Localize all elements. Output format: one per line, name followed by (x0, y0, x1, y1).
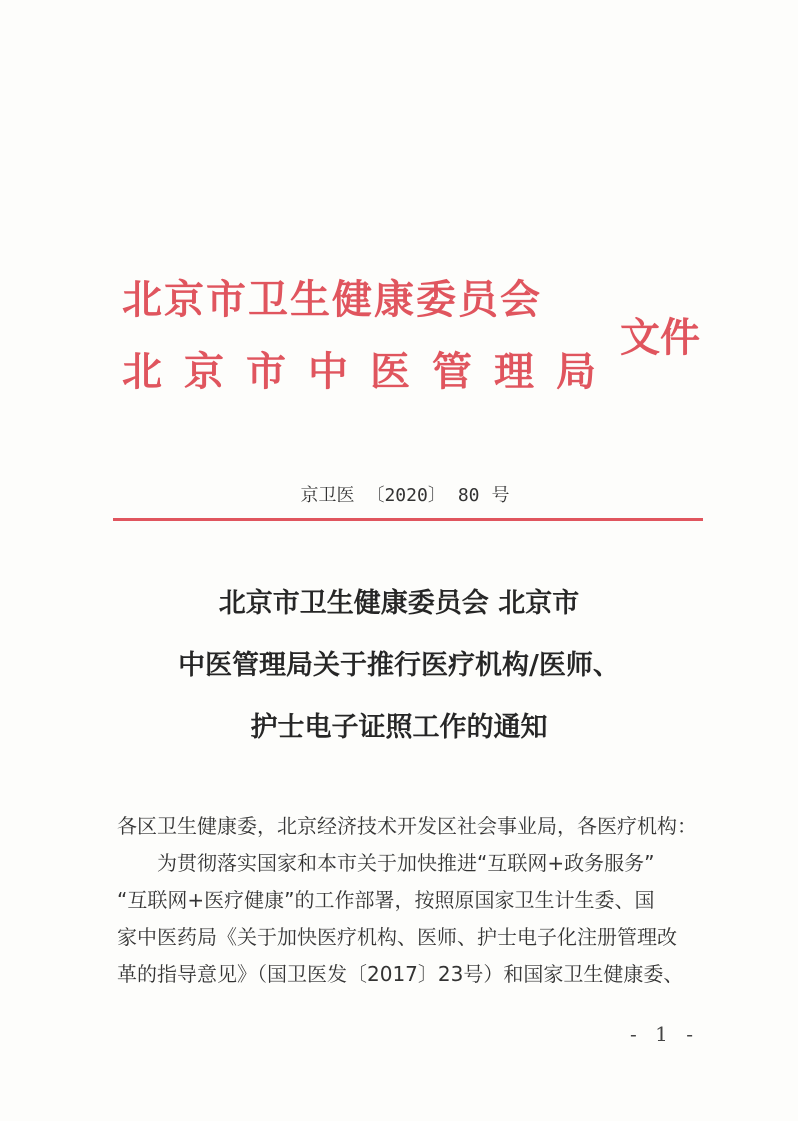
body-line-3: 家中医药局《关于加快医疗机构、医师、护士电子化注册管理改 (117, 925, 677, 949)
doc-number-suffix: 号 (491, 485, 510, 506)
salutation: 各区卫生健康委，北京经济技术开发区社会事业局，各医疗机构： (117, 814, 697, 838)
notice-title-line-2: 中医管理局关于推行医疗机构/医师、 (178, 650, 620, 681)
doc-number-value: 80 (457, 485, 480, 506)
notice-title (0, 590, 798, 776)
masthead-agency-health-commission: 北京市卫生健康委员会 (122, 276, 542, 323)
doc-number-year: 〔2020〕 (366, 485, 446, 506)
page-number: - 1 - (630, 1022, 699, 1046)
document-number (0, 484, 798, 508)
body-line-2: “互联网+医疗健康”的工作部署，按照原国家卫生计生委、国 (117, 888, 655, 912)
body-line-4: 革的指导意见》（国卫医发〔2017〕23号）和国家卫生健康委、 (117, 962, 684, 986)
red-masthead (122, 268, 722, 408)
notice-title-line-1: 北京市卫生健康委员会 北京市 (218, 588, 580, 619)
notice-title-line-3: 护士电子证照工作的通知 (250, 712, 548, 743)
masthead-document-suffix: 文件 (620, 314, 700, 361)
notice-body (117, 808, 707, 993)
red-separator-line (113, 518, 703, 521)
masthead-agency-tcm-administration: 北京市中医管理局 (122, 348, 618, 395)
body-line-1: 为贯彻落实国家和本市关于加快推进“互联网+政务服务” (157, 851, 655, 875)
doc-number-prefix: 京卫医 (300, 485, 355, 506)
